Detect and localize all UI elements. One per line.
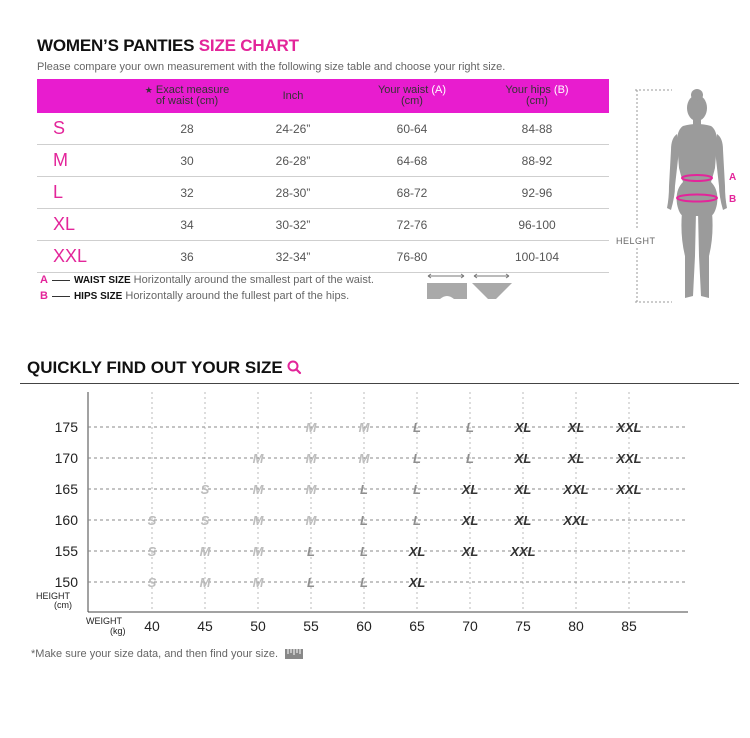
note-text-hips: Horizontally around the fullest part of the hips.: [122, 290, 350, 302]
size-grid-chart: [0, 384, 750, 638]
header-inch-label: Inch: [282, 89, 304, 102]
figure-height-label: HELGHT: [616, 236, 656, 246]
note-key-b: B: [40, 290, 48, 302]
cell-exact: 28: [180, 121, 194, 136]
header-waist-line2: (cm): [400, 95, 423, 107]
size-table-body: [37, 113, 609, 273]
cell-waist: 72-76: [396, 217, 428, 232]
size-cell-l: L: [466, 451, 474, 466]
table-row: [37, 145, 609, 177]
size-cell-xl: XL: [461, 513, 479, 528]
size-cell-m: M: [358, 451, 370, 466]
table-row: [37, 113, 609, 145]
title-accent: SIZE CHART: [198, 36, 299, 55]
cell-inch: 32-34”: [275, 249, 311, 264]
size-table-header: [37, 79, 609, 113]
header-exact-line1: Exact measure: [152, 84, 230, 96]
size-cell-m: M: [305, 451, 317, 466]
x-axis-unit: (kg): [110, 626, 126, 636]
page-subtitle: Please compare your own measurement with the following size table and choose your right size.: [37, 61, 506, 73]
cell-exact: 36: [180, 249, 194, 264]
size-cell-xl: XL: [514, 513, 532, 528]
y-axis-unit: (cm): [54, 600, 72, 610]
boyshort-icon: [427, 274, 467, 299]
size-cell-m: M: [305, 482, 317, 497]
x-tick-label: 75: [515, 618, 531, 634]
size-cell-s: S: [147, 544, 157, 559]
header-your-hips: [482, 79, 592, 113]
x-tick-label: 80: [568, 618, 584, 634]
header-hips-line2: (cm): [525, 95, 548, 107]
cell-exact: 34: [180, 217, 194, 232]
size-cell-l: L: [413, 482, 421, 497]
header-waist-mark: (A): [431, 84, 447, 96]
size-cell-xl: XL: [461, 482, 479, 497]
size-cell-xl: XL: [514, 451, 532, 466]
size-cell-m: M: [252, 482, 264, 497]
y-tick-label: 155: [54, 543, 78, 559]
size-label: M: [53, 150, 68, 170]
cell-hips: 88-92: [521, 153, 553, 168]
size-cell-s: S: [200, 482, 210, 497]
size-cell-xl: XL: [408, 575, 426, 590]
table-row: [37, 209, 609, 241]
y-tick-label: 175: [54, 419, 78, 435]
cell-hips: 96-100: [518, 217, 556, 232]
header-waist-line1: Your waist: [377, 84, 432, 96]
title-main: WOMEN’S PANTIES: [37, 36, 199, 55]
cell-inch: 28-30”: [275, 185, 311, 200]
size-cell-m: M: [199, 544, 211, 559]
size-cell-xl: XL: [408, 544, 426, 559]
x-tick-label: 60: [356, 618, 372, 634]
size-cell-xxl: XXL: [563, 513, 589, 528]
x-tick-label: 50: [250, 618, 266, 634]
size-label: XXL: [53, 246, 88, 266]
size-cell-s: S: [147, 575, 157, 590]
size-cell-m: M: [252, 513, 264, 528]
y-axis-label: HEIGHT: [36, 591, 71, 601]
size-cell-xxl: XXL: [510, 544, 536, 559]
size-label: L: [53, 182, 64, 202]
x-tick-label: 85: [621, 618, 637, 634]
table-row: [37, 177, 609, 209]
size-cell-xxl: XXL: [563, 482, 589, 497]
size-cell-m: M: [199, 575, 211, 590]
quick-size-title-text: QUICKLY FIND OUT YOUR SIZE: [27, 358, 283, 377]
size-cell-s: S: [200, 513, 210, 528]
size-table: [37, 79, 609, 273]
cell-inch: 24-26”: [275, 121, 311, 136]
x-tick-label: 65: [409, 618, 425, 634]
page-title: [37, 36, 299, 56]
size-cell-xl: XL: [567, 420, 585, 435]
star-icon: ★: [144, 85, 153, 95]
size-cell-l: L: [360, 544, 368, 559]
header-hips-mark: (B): [553, 84, 569, 96]
cell-inch: 30-32”: [275, 217, 311, 232]
note-hips: [40, 290, 349, 302]
x-tick-label: 70: [462, 618, 478, 634]
note-text-waist: Horizontally around the smallest part of the waist.: [130, 274, 374, 286]
y-tick-label: 170: [54, 450, 78, 466]
note-label-hips: HIPS SIZE: [73, 291, 123, 302]
size-cell-s: S: [147, 513, 157, 528]
size-cell-l: L: [466, 420, 474, 435]
y-tick-label: 165: [54, 481, 78, 497]
size-cell-l: L: [307, 575, 315, 590]
cell-hips: 84-88: [521, 121, 553, 136]
ruler-icon: [285, 649, 303, 659]
size-cell-l: L: [360, 575, 368, 590]
size-cell-xl: XL: [514, 482, 532, 497]
size-label: S: [53, 118, 66, 138]
size-cell-xl: XL: [514, 420, 532, 435]
quick-size-footnote: [31, 648, 303, 660]
cell-waist: 68-72: [396, 185, 428, 200]
note-key-a: A: [40, 274, 48, 286]
size-cell-l: L: [360, 482, 368, 497]
brief-icon: [472, 274, 512, 299]
header-exact-line2: of waist (cm): [155, 95, 219, 107]
x-tick-label: 40: [144, 618, 160, 634]
cell-exact: 32: [180, 185, 194, 200]
size-label: XL: [53, 214, 76, 234]
header-your-waist: [357, 79, 467, 113]
panty-shapes-icon: [424, 271, 514, 305]
cell-exact: 30: [180, 153, 194, 168]
header-exact-measure: [127, 79, 247, 113]
y-tick-label: 150: [54, 574, 78, 590]
note-label-waist: WAIST SIZE: [73, 275, 131, 286]
search-icon: [286, 359, 304, 377]
cell-waist: 60-64: [396, 121, 428, 136]
size-cell-xxl: XXL: [616, 482, 642, 497]
size-cell-m: M: [358, 420, 370, 435]
size-cell-m: M: [252, 544, 264, 559]
cell-waist: 64-68: [396, 153, 428, 168]
size-cell-m: M: [252, 451, 264, 466]
y-tick-label: 160: [54, 512, 78, 528]
size-cell-l: L: [413, 420, 421, 435]
size-cell-xl: XL: [461, 544, 479, 559]
cell-inch: 26-28”: [275, 153, 311, 168]
quick-size-footnote-text: *Make sure your size data, and then find your size.: [31, 648, 279, 660]
table-row: [37, 241, 609, 273]
size-cell-l: L: [360, 513, 368, 528]
quick-size-title: [27, 358, 283, 378]
size-cell-xl: XL: [567, 451, 585, 466]
size-cell-l: L: [413, 513, 421, 528]
size-cell-xxl: XXL: [616, 451, 642, 466]
size-cell-l: L: [413, 451, 421, 466]
header-inch: [263, 79, 323, 113]
size-cell-m: M: [305, 420, 317, 435]
figure-label-a: A: [729, 172, 737, 183]
cell-hips: 100-104: [514, 249, 560, 264]
size-cell-l: L: [307, 544, 315, 559]
cell-hips: 92-96: [521, 185, 553, 200]
size-cell-xxl: XXL: [616, 420, 642, 435]
x-tick-label: 55: [303, 618, 319, 634]
size-cell-m: M: [252, 575, 264, 590]
x-tick-label: 45: [197, 618, 213, 634]
header-hips-line1: Your hips: [505, 84, 554, 96]
size-cell-m: M: [305, 513, 317, 528]
x-axis-label: WEIGHT: [86, 616, 122, 626]
cell-waist: 76-80: [396, 249, 428, 264]
figure-label-b: B: [729, 194, 737, 205]
note-waist: [40, 274, 374, 286]
